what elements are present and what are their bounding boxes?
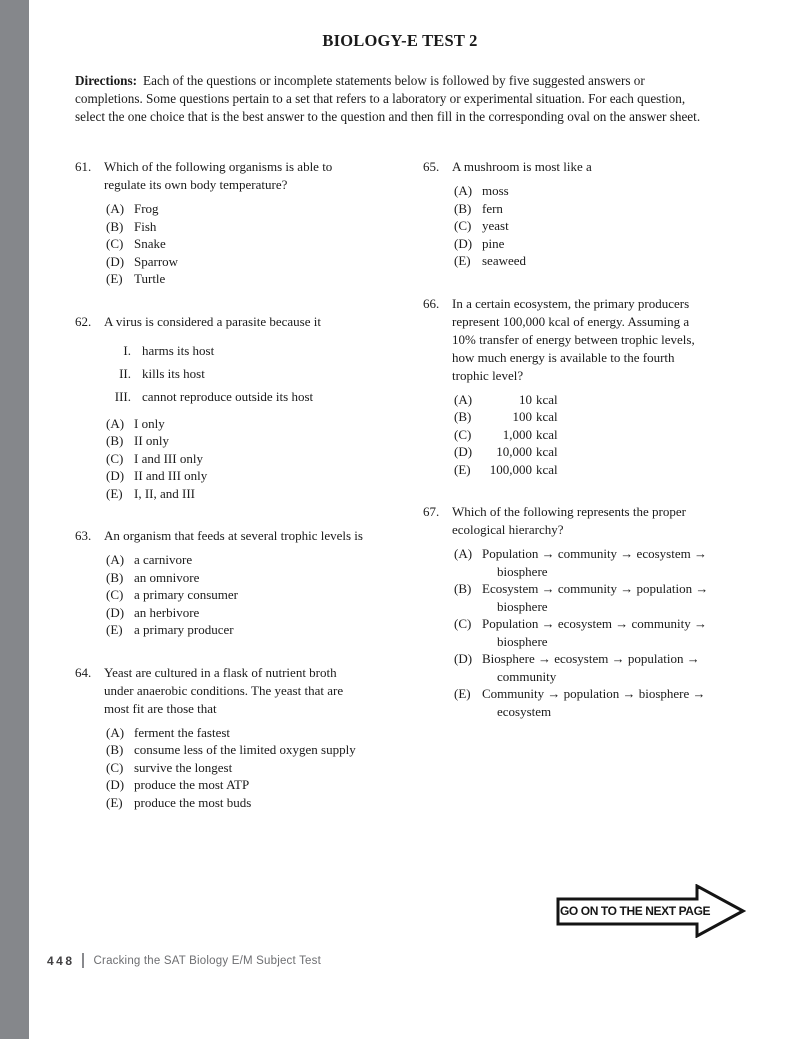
- question-text: [452, 295, 751, 385]
- choice-C: [106, 759, 405, 777]
- choice-B: [106, 218, 405, 236]
- choice-text: an omnivore: [134, 569, 200, 585]
- choice-label: (E): [106, 622, 123, 637]
- choice-E: [454, 685, 751, 720]
- question-64: [75, 664, 405, 812]
- choice-text: Frog: [134, 201, 159, 216]
- choice-label: (D): [454, 235, 473, 251]
- choice-label: (C): [106, 587, 124, 602]
- choice-label: (E): [106, 271, 123, 286]
- choice-label: (A): [106, 201, 125, 216]
- question-body: [452, 158, 751, 270]
- choice-E: [106, 794, 405, 812]
- question-body: [104, 313, 405, 503]
- choice-label: (D): [106, 253, 125, 269]
- questions-column-left: [75, 158, 405, 836]
- roman-item-label: II.: [119, 365, 131, 381]
- choice-text: I, II, and III: [134, 485, 195, 501]
- choice-text: [482, 545, 751, 580]
- choice-A: [106, 724, 405, 742]
- choice-label: (B): [106, 218, 124, 234]
- question-text-line: trophic level?: [452, 367, 524, 383]
- page-title: BIOLOGY-E TEST 2: [322, 31, 478, 50]
- choice-D: [106, 467, 405, 485]
- question-text-line: A virus is considered a parasite because it: [104, 313, 321, 329]
- choice-list: [106, 415, 405, 503]
- roman-item: [104, 362, 405, 385]
- choice-label: (D): [106, 604, 125, 620]
- choice-list: [454, 391, 751, 479]
- choice-text: pine: [482, 235, 505, 251]
- roman-item: [104, 385, 405, 408]
- choice-B: [454, 408, 751, 426]
- choice-label: (B): [454, 581, 472, 596]
- choice-label: (A): [106, 415, 125, 431]
- choice-label: (C): [106, 450, 124, 466]
- directions: [75, 72, 709, 126]
- choice-text: II and III only: [134, 468, 208, 483]
- question-number: 66.: [423, 295, 440, 311]
- question-number: 64.: [75, 664, 92, 680]
- choice-text: fern: [482, 200, 503, 216]
- question-body: [104, 664, 405, 812]
- choice-text-line: ecosystem: [497, 703, 552, 719]
- choice-value: 1,000: [502, 426, 532, 442]
- choice-unit: kcal: [536, 426, 558, 442]
- roman-numeral-list: [104, 339, 405, 408]
- choice-unit: kcal: [536, 461, 558, 477]
- roman-item-text: harms its host: [142, 342, 215, 358]
- choice-C: [106, 450, 405, 468]
- question-body: [452, 295, 751, 479]
- choice-label: (B): [454, 200, 472, 216]
- choice-text-line: Population → ecosystem → community →: [482, 616, 707, 631]
- question-number: 62.: [75, 313, 92, 329]
- choice-text: Snake: [134, 236, 166, 251]
- choice-list: [106, 724, 405, 812]
- question-text-line: Which of the following organisms is able to: [104, 159, 333, 174]
- choice-list: [106, 200, 405, 288]
- choice-text: I only: [134, 415, 165, 431]
- choice-list: [454, 182, 751, 270]
- choice-label: (E): [454, 461, 471, 477]
- choice-list: [454, 545, 751, 720]
- choice-label: (C): [454, 616, 472, 631]
- roman-item-text: kills its host: [142, 365, 205, 381]
- question-text-line: 10% transfer of energy between trophic levels,: [452, 331, 695, 347]
- question-text-line: Yeast are cultured in a flask of nutrient broth: [104, 664, 337, 680]
- choice-text: survive the longest: [134, 759, 233, 775]
- choice-text: an herbivore: [134, 604, 200, 620]
- question-text-line: ecological hierarchy?: [452, 522, 564, 537]
- question-63: [75, 527, 405, 639]
- roman-item-label: III.: [114, 388, 131, 404]
- choice-text-line: Ecosystem → community → population →: [482, 581, 709, 596]
- choice-value: 10,000: [496, 444, 532, 459]
- choice-C: [454, 217, 751, 235]
- choice-B: [106, 432, 405, 450]
- question-text: [104, 313, 405, 331]
- choice-label: (D): [454, 444, 473, 459]
- choice-label: (E): [106, 794, 123, 810]
- choice-text: consume less of the limited oxygen supply: [134, 742, 356, 757]
- question-body: [104, 158, 405, 288]
- choice-label: (A): [454, 546, 473, 561]
- choice-text: a primary consumer: [134, 587, 238, 602]
- choice-text-line: biosphere: [497, 633, 548, 649]
- choice-label: (C): [106, 236, 124, 251]
- choice-text: a primary producer: [134, 622, 234, 637]
- choice-A: [454, 391, 751, 409]
- question-text-line: A mushroom is most like a: [452, 159, 592, 174]
- roman-item-label: I.: [123, 342, 131, 358]
- question-body: [452, 503, 751, 720]
- choice-text: Sparrow: [134, 253, 179, 269]
- question-text-line: how much energy is available to the fourth: [452, 349, 675, 365]
- choice-B: [106, 569, 405, 587]
- question-text-line: most fit are those that: [104, 700, 217, 716]
- choice-unit: kcal: [536, 444, 558, 459]
- question-text: [452, 158, 751, 176]
- question-text-line: under anaerobic conditions. The yeast that are: [104, 682, 344, 698]
- roman-item: [104, 339, 405, 362]
- question-text: [104, 527, 405, 545]
- choice-D: [106, 776, 405, 794]
- questions-column-right: [423, 158, 751, 745]
- choice-C: [454, 426, 751, 444]
- choice-label: (C): [454, 426, 472, 442]
- choice-A: [106, 415, 405, 433]
- choice-label: (B): [106, 569, 124, 585]
- directions-text: Each of the questions or incomplete statements below is followed by five suggested answers or completions. Some questions pertain to a set that refers to a laboratory or experimental situation. For each question, select the one choice that is the best answer to the question and then fill in the corresponding oval on the answer sheet.: [75, 73, 701, 124]
- question-text-line: represent 100,000 kcal of energy. Assuming a: [452, 313, 690, 329]
- question-text-line: An organism that feeds at several trophic levels is: [104, 528, 363, 543]
- page-edge-strip: [0, 0, 29, 1039]
- choice-value: 10: [519, 391, 532, 407]
- choice-E: [106, 621, 405, 639]
- choice-unit: kcal: [536, 409, 558, 424]
- choice-label: (D): [454, 651, 473, 666]
- choice-text: II only: [134, 433, 170, 448]
- question-text-line: In a certain ecosystem, the primary producers: [452, 295, 690, 311]
- choice-label: (A): [454, 183, 473, 198]
- choice-D: [106, 604, 405, 622]
- choice-E: [454, 461, 751, 479]
- choice-text-line: Community → population → biosphere →: [482, 686, 706, 701]
- choice-text-line: community: [497, 668, 557, 684]
- question-61: [75, 158, 405, 288]
- choice-D: [454, 443, 751, 461]
- choice-E: [106, 485, 405, 503]
- choice-label: (D): [106, 468, 125, 483]
- choice-E: [454, 252, 751, 270]
- question-number: 67.: [423, 504, 440, 519]
- question-62: [75, 313, 405, 503]
- choice-text: [482, 580, 751, 615]
- choice-label: (B): [454, 409, 472, 424]
- choice-text: Fish: [134, 218, 157, 234]
- go-on-next-page-arrow: [556, 884, 746, 938]
- footer-page-number: 448: [47, 953, 75, 968]
- choice-label: (E): [106, 485, 123, 501]
- choice-text: produce the most buds: [134, 794, 252, 810]
- choice-label: (A): [106, 724, 125, 740]
- choice-C: [106, 235, 405, 253]
- choice-A: [454, 545, 751, 580]
- choice-label: (B): [106, 742, 124, 757]
- choice-unit: kcal: [536, 391, 558, 407]
- question-66: [423, 295, 751, 479]
- choice-E: [106, 270, 405, 288]
- choice-text: ferment the fastest: [134, 724, 231, 740]
- choice-text-line: biosphere: [497, 598, 548, 614]
- choice-D: [454, 650, 751, 685]
- page-footer: [47, 953, 321, 968]
- choice-A: [106, 200, 405, 218]
- choice-B: [454, 580, 751, 615]
- choice-A: [454, 182, 751, 200]
- choice-text-line: Biosphere → ecosystem → population →: [482, 651, 700, 666]
- choice-C: [106, 586, 405, 604]
- choice-text-line: Population → community → ecosystem →: [482, 546, 707, 561]
- choice-text-line: biosphere: [497, 563, 548, 579]
- choice-label: (E): [454, 686, 471, 701]
- choice-B: [454, 200, 751, 218]
- choice-D: [106, 253, 405, 271]
- directions-label: Directions:: [75, 73, 138, 88]
- question-text-line: Which of the following represents the proper: [452, 504, 686, 519]
- choice-text: I and III only: [134, 450, 203, 466]
- question-number: 65.: [423, 159, 440, 174]
- choice-text: [482, 615, 751, 650]
- choice-text: a carnivore: [134, 552, 193, 567]
- question-67: [423, 503, 751, 720]
- choice-text: Turtle: [134, 271, 166, 286]
- choice-label: (A): [454, 391, 473, 407]
- choice-D: [454, 235, 751, 253]
- choice-value: 100,000: [489, 461, 532, 477]
- choice-text: [482, 650, 751, 685]
- choice-text: seaweed: [482, 253, 527, 268]
- choice-list: [106, 551, 405, 639]
- choice-A: [106, 551, 405, 569]
- choice-label: (C): [454, 218, 472, 233]
- choice-text: produce the most ATP: [134, 777, 250, 792]
- choice-label: (E): [454, 253, 471, 268]
- question-text: [452, 503, 751, 539]
- question-body: [104, 527, 405, 639]
- question-number: 61.: [75, 159, 92, 174]
- choice-label: (C): [106, 759, 124, 775]
- footer-separator: [82, 953, 84, 968]
- question-text: [104, 158, 405, 194]
- question-65: [423, 158, 751, 270]
- choice-value: 100: [512, 409, 532, 424]
- choice-text: yeast: [482, 218, 509, 233]
- roman-item-text: cannot reproduce outside its host: [142, 388, 314, 404]
- go-on-next-page-label: GO ON TO THE NEXT PAGE: [560, 904, 711, 918]
- choice-C: [454, 615, 751, 650]
- question-text-line: regulate its own body temperature?: [104, 177, 288, 192]
- choice-text: [482, 685, 751, 720]
- question-number: 63.: [75, 528, 92, 543]
- footer-book-title: Cracking the SAT Biology E/M Subject Test: [93, 954, 321, 967]
- choice-B: [106, 741, 405, 759]
- choice-label: (B): [106, 433, 124, 448]
- choice-text: moss: [482, 183, 509, 198]
- question-text: [104, 664, 405, 718]
- choice-label: (D): [106, 777, 125, 792]
- choice-label: (A): [106, 552, 125, 567]
